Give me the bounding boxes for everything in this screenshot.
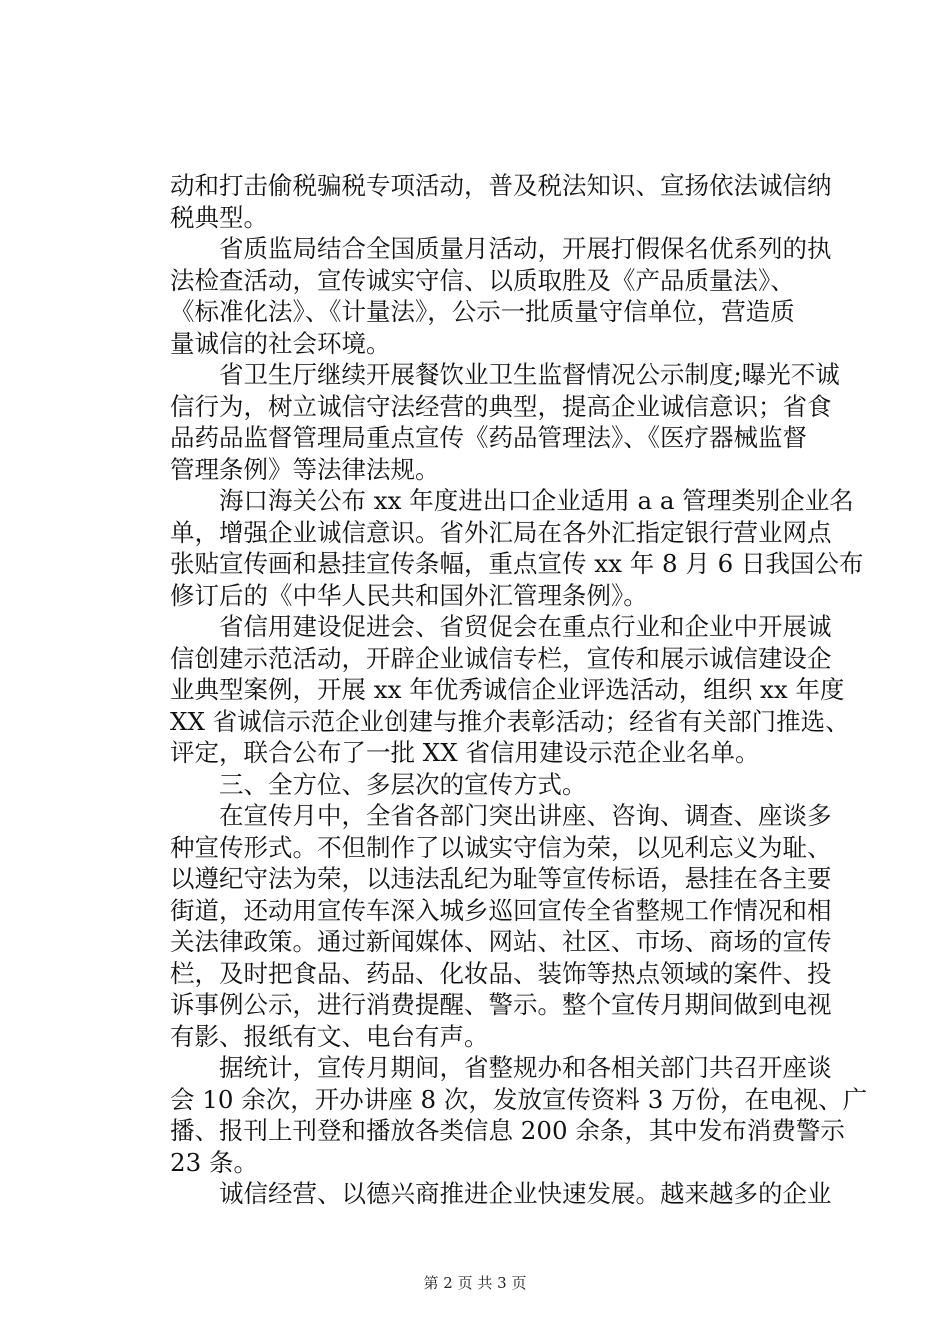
text-line: 税典型。: [170, 202, 268, 232]
text-line: 诚信经营、以德兴商推进企业快速发展。越来越多的企业: [170, 1179, 832, 1208]
text-line: 栏，及时把食品、药品、化妆品、装饰等热点领域的案件、投: [170, 958, 832, 988]
text-line: 省质监局结合全国质量月活动，开展打假保名优系列的执: [170, 234, 832, 263]
page-footer: 第 2 页 共 3 页: [423, 1274, 527, 1292]
text-line: 法检查活动，宣传诚实守信、以质取胜及《产品质量法》、: [170, 265, 795, 295]
text-line: 量诚信的社会环境。: [170, 328, 391, 358]
text-line: 单，增强企业诚信意识。省外汇局在各外汇指定银行营业网点: [170, 517, 832, 547]
document-body: [170, 170, 868, 1210]
text-line: 修订后的《中华人民共和国外汇管理条例》。: [170, 580, 648, 610]
text-line: 诉事例公示，进行消费提醒、警示。整个宣传月期间做到电视: [170, 990, 832, 1019]
text-line: 动和打击偷税骗税专项活动，普及税法知识、宣扬依法诚信纳: [170, 171, 832, 200]
text-line: 省信用建设促进会、省贸促会在重点行业和企业中开展诚: [170, 612, 832, 641]
text-line: 23 条。: [170, 1147, 258, 1177]
text-line: 《标准化法》、《计量法》，公示一批质量守信单位，营造质: [170, 297, 795, 326]
text-line: 据统计，宣传月期间，省整规办和各相关部门共召开座谈: [170, 1053, 832, 1082]
text-line: 会 10 余次，开办讲座 8 次，发放宣传资料 3 万份，在电视、广: [170, 1084, 868, 1114]
text-line: 三、全方位、多层次的宣传方式。: [170, 769, 587, 799]
text-line: 品药品监督管理局重点宣传《药品管理法》、《医疗器械监督: [170, 423, 807, 452]
text-line: 张贴宣传画和悬挂宣传条幅，重点宣传 xx 年 8 月 6 日我国公布: [170, 549, 864, 578]
text-line: 播、报刊上刊登和播放各类信息 200 余条，其中发布消费警示: [170, 1116, 845, 1145]
text-line: 街道，还动用宣传车深入城乡巡回宣传全省整规工作情况和相: [170, 895, 832, 925]
text-line: 关法律政策。通过新闻媒体、网站、社区、市场、商场的宣传: [170, 927, 832, 956]
text-line: XX 省诚信示范企业创建与推介表彰活动；经省有关部门推选、: [170, 706, 850, 736]
text-line: 业典型案例，开展 xx 年优秀诚信企业评选活动，组织 xx 年度: [170, 675, 845, 704]
text-line: 信行为，树立诚信守法经营的典型，提高企业诚信意识；省食: [170, 391, 832, 421]
text-line: 管理条例》等法律法规。: [170, 454, 440, 484]
text-line: 评定，联合公布了一批 XX 省信用建设示范企业名单。: [170, 738, 760, 767]
text-line: 种宣传形式。不但制作了以诚实守信为荣，以见利忘义为耻、: [170, 832, 832, 862]
text-line: 有影、报纸有文、电台有声。: [170, 1021, 489, 1051]
text-line: 信创建示范活动，开辟企业诚信专栏，宣传和展示诚信建设企: [170, 643, 832, 673]
text-line: 在宣传月中，全省各部门突出讲座、咨询、调查、座谈多: [170, 801, 832, 830]
text-line: 以遵纪守法为荣，以违法乱纪为耻等宣传标语，悬挂在各主要: [170, 864, 832, 893]
text-line: 海口海关公布 xx 年度进出口企业适用 a a 管理类别企业名: [170, 486, 854, 515]
text-line: 省卫生厅继续开展餐饮业卫生监督情况公示制度;曝光不诚: [170, 360, 840, 389]
